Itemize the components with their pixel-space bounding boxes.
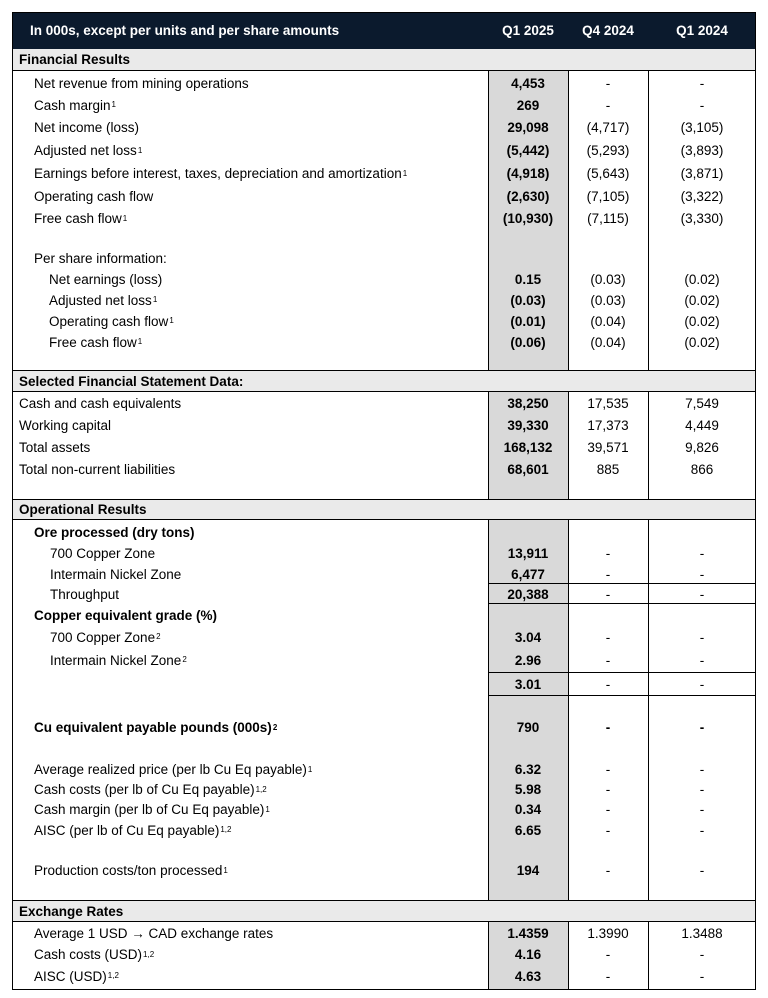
value-q4-2024: -: [605, 863, 611, 878]
table-row: [12, 779, 756, 800]
subtotal-rule: [488, 672, 756, 673]
table-row: [12, 965, 756, 987]
value-q1-2025: 168,132: [503, 439, 553, 455]
value-q1-2025: 6.32: [514, 762, 542, 777]
value-q4-2024: -: [605, 782, 611, 797]
row-label: Cash margin (per lb of Cu Eq payable) 1: [34, 802, 270, 817]
column-rule: [648, 71, 649, 370]
column-rule: [568, 520, 569, 900]
value-q1-2025: 4.16: [514, 947, 542, 962]
value-q1-2024: -: [699, 968, 705, 984]
value-q4-2024: (0.04): [590, 334, 626, 350]
section-exchange-rates: [12, 900, 756, 922]
value-q1-2024: (0.02): [684, 271, 720, 287]
value-q4-2024: 17,373: [587, 417, 629, 433]
value-q4-2024: (5,293): [586, 143, 630, 158]
table-row: [12, 458, 756, 481]
column-rule: [568, 392, 569, 499]
table-row: [12, 392, 756, 414]
row-label: Intermain Nickel Zone: [50, 566, 182, 582]
table-row: [12, 859, 756, 882]
value-q1-2024: -: [699, 546, 705, 561]
value-q1-2025: 38,250: [507, 395, 549, 411]
table-row: [12, 414, 756, 436]
section-operational-results: [12, 499, 756, 520]
table-row: [12, 819, 756, 841]
table-row: [12, 162, 756, 185]
column-rule: [568, 71, 569, 370]
row-label: Cash and cash equivalents: [19, 395, 182, 411]
value-q1-2025: 0.34: [514, 802, 542, 817]
value-q1-2025: 20,388: [507, 586, 549, 602]
row-label: Total assets: [19, 439, 91, 455]
value-q1-2024: -: [699, 652, 705, 668]
row-label: Total non-current liabilities: [19, 462, 176, 477]
table-row: [12, 521, 756, 543]
subtotal-rule: [488, 603, 756, 604]
table-row: [12, 436, 756, 458]
column-rule: [648, 922, 649, 989]
value-q4-2024: (0.03): [590, 271, 626, 287]
value-q4-2024: -: [605, 968, 611, 984]
row-label: Ore processed (dry tons): [34, 524, 195, 540]
value-q4-2024: -: [605, 75, 611, 91]
value-q1-2025: 4,453: [511, 75, 545, 91]
table-row: [12, 604, 756, 626]
value-q4-2024: 17,535: [587, 395, 629, 411]
row-label: Free cash flow 1: [34, 211, 128, 226]
table-row: [12, 331, 756, 353]
table-row: [12, 139, 756, 162]
value-q1-2024: (3,105): [680, 120, 724, 135]
table-row: [12, 116, 756, 139]
section-selected-financial-data: [12, 370, 756, 392]
row-label: Cash margin 1: [34, 97, 116, 113]
row-label: Production costs/ton processed 1: [34, 863, 228, 878]
value-q1-2025: 6.65: [514, 822, 542, 838]
value-q4-2024: -: [605, 566, 611, 582]
row-label: Net earnings (loss): [49, 271, 163, 287]
row-label: Earnings before interest, taxes, depreciation and amortization 1: [34, 166, 408, 181]
value-q1-2024: (3,330): [680, 211, 724, 226]
value-q4-2024: (0.03): [590, 292, 626, 308]
value-q1-2025: (2,630): [506, 188, 550, 204]
column-rule: [488, 922, 489, 989]
column-rule: [488, 71, 489, 370]
value-q4-2024: (0.04): [590, 313, 626, 329]
section-title: Selected Financial Statement Data:: [19, 373, 244, 389]
value-q4-2024: -: [605, 822, 611, 838]
row-label: Intermain Nickel Zone 2: [50, 652, 187, 668]
value-q1-2025: 29,098: [507, 120, 549, 135]
value-q1-2025: (4,918): [506, 166, 550, 181]
value-q1-2025: 790: [516, 720, 540, 735]
value-q4-2024: -: [605, 802, 611, 817]
value-q1-2025: 68,601: [507, 462, 549, 477]
row-label: Adjusted net loss 1: [49, 292, 158, 308]
row-label: Cu equivalent payable pounds (000s) 2: [34, 720, 278, 735]
value-q4-2024: -: [605, 676, 611, 692]
row-label: Free cash flow 1: [49, 334, 143, 350]
column-rule: [648, 520, 649, 900]
value-q1-2025: (0.03): [510, 292, 546, 308]
table-row: [12, 922, 756, 944]
row-label: 700 Copper Zone 2: [50, 629, 161, 645]
row-label: AISC (per lb of Cu Eq payable) 1,2: [34, 822, 232, 838]
value-q4-2024: -: [605, 762, 611, 777]
row-label: Cash costs (USD) 1,2: [34, 947, 155, 962]
section-financial-results: [12, 49, 756, 71]
row-label: 700 Copper Zone: [50, 546, 156, 561]
table-row: [12, 207, 756, 230]
value-q1-2025: 3.01: [514, 676, 542, 692]
table-row: [12, 584, 756, 604]
row-label: Copper equivalent grade (%): [34, 607, 218, 623]
section-title: Exchange Rates: [19, 903, 124, 919]
value-q4-2024: -: [605, 586, 611, 602]
value-q4-2024: -: [605, 947, 611, 962]
value-q1-2025: 194: [516, 863, 540, 878]
header-label: In 000s, except per units and per share amounts: [30, 23, 340, 38]
row-label: Average 1 USD → CAD exchange rates: [34, 925, 274, 941]
value-q1-2024: (0.02): [684, 334, 720, 350]
value-q1-2024: -: [699, 97, 705, 113]
value-q1-2024: (3,322): [680, 188, 724, 204]
value-q1-2025: 13,911: [507, 546, 549, 561]
value-q1-2024: 9,826: [685, 439, 719, 455]
row-label: Net revenue from mining operations: [34, 75, 249, 91]
table-row: [12, 944, 756, 965]
value-q1-2025: (10,930): [502, 211, 554, 226]
value-q4-2024: -: [605, 629, 611, 645]
value-q1-2024: (3,893): [680, 143, 724, 158]
subtotal-rule: [488, 695, 756, 696]
value-q4-2024: -: [605, 720, 611, 735]
row-label: [12, 673, 488, 695]
value-q1-2024: 7,549: [685, 395, 719, 411]
value-q4-2024: (7,105): [586, 188, 630, 204]
column-rule: [648, 392, 649, 499]
value-q1-2025: 1.4359: [507, 925, 549, 941]
value-q1-2024: -: [699, 720, 705, 735]
value-q1-2025: 2.96: [514, 652, 542, 668]
column-rule: [488, 392, 489, 499]
table-row: [12, 799, 756, 820]
value-q1-2024: -: [699, 822, 705, 838]
header-q4-2024: Q4 2024: [582, 23, 634, 38]
value-q4-2024: 39,571: [587, 439, 629, 455]
header-q1-2025: Q1 2025: [502, 23, 554, 38]
row-label: Adjusted net loss 1: [34, 143, 143, 158]
value-q1-2024: -: [699, 75, 705, 91]
value-q1-2024: (0.02): [684, 292, 720, 308]
column-rule: [568, 922, 569, 989]
value-q1-2024: 1.3488: [681, 925, 723, 941]
table-header: [12, 12, 756, 49]
value-q1-2025: 5.98: [514, 782, 542, 797]
table-row: [12, 649, 756, 671]
row-label: Net income (loss): [34, 120, 140, 135]
table-row: [12, 759, 756, 780]
table-row: [12, 310, 756, 332]
value-q4-2024: -: [605, 546, 611, 561]
value-q1-2025: (5,442): [506, 143, 550, 158]
header-q1-2024: Q1 2024: [676, 23, 728, 38]
value-q1-2024: 866: [690, 462, 714, 477]
value-q1-2024: -: [699, 947, 705, 962]
value-q4-2024: (5,643): [586, 166, 630, 181]
row-label: Per share information:: [34, 250, 167, 266]
table-row: [12, 564, 756, 584]
row-label: Average realized price (per lb Cu Eq payable) 1: [34, 762, 313, 777]
value-q1-2025: 6,477: [511, 566, 545, 582]
value-q1-2024: -: [699, 586, 705, 602]
table-row: [12, 543, 756, 564]
value-q4-2024: -: [605, 97, 611, 113]
row-label: Operating cash flow: [34, 188, 154, 204]
row-label: Cash costs (per lb of Cu Eq payable) 1,2: [34, 782, 267, 797]
table-row: [12, 72, 756, 94]
row-label: AISC (USD) 1,2: [34, 968, 119, 984]
value-q1-2024: -: [699, 566, 705, 582]
row-label: Working capital: [19, 417, 112, 433]
table-row: [12, 289, 756, 311]
value-q4-2024: (7,115): [587, 211, 629, 226]
value-q4-2024: -: [605, 652, 611, 668]
table-row: [12, 673, 756, 695]
table-row: [12, 626, 756, 648]
value-q1-2025: 39,330: [507, 417, 549, 433]
value-q1-2025: (0.01): [510, 313, 546, 329]
column-rule: [488, 520, 489, 900]
value-q4-2024: 1.3990: [587, 925, 629, 941]
row-label: Throughput: [50, 586, 120, 602]
table-row: [12, 247, 756, 269]
value-q4-2024: (4,717): [586, 120, 630, 135]
value-q1-2025: (0.06): [510, 334, 546, 350]
value-q1-2024: (0.02): [684, 313, 720, 329]
section-title: Financial Results: [19, 52, 131, 67]
value-q1-2024: -: [699, 782, 705, 797]
value-q1-2024: -: [699, 802, 705, 817]
value-q1-2025: 4.63: [514, 968, 542, 984]
value-q1-2024: -: [699, 863, 705, 878]
value-q1-2024: -: [699, 629, 705, 645]
row-label: Operating cash flow 1: [49, 313, 174, 329]
table-row: [12, 94, 756, 116]
table-row: [12, 715, 756, 740]
value-q1-2025: 0.15: [514, 271, 542, 287]
value-q1-2024: -: [699, 762, 705, 777]
section-title: Operational Results: [19, 502, 147, 517]
value-q1-2024: 4,449: [685, 417, 719, 433]
value-q1-2024: -: [699, 676, 705, 692]
value-q1-2025: 3.04: [514, 629, 542, 645]
value-q4-2024: 885: [596, 462, 620, 477]
value-q1-2024: (3,871): [680, 166, 724, 181]
value-q1-2025: 269: [516, 97, 540, 113]
table-row: [12, 185, 756, 207]
table-row: [12, 268, 756, 290]
subtotal-rule: [488, 583, 756, 584]
